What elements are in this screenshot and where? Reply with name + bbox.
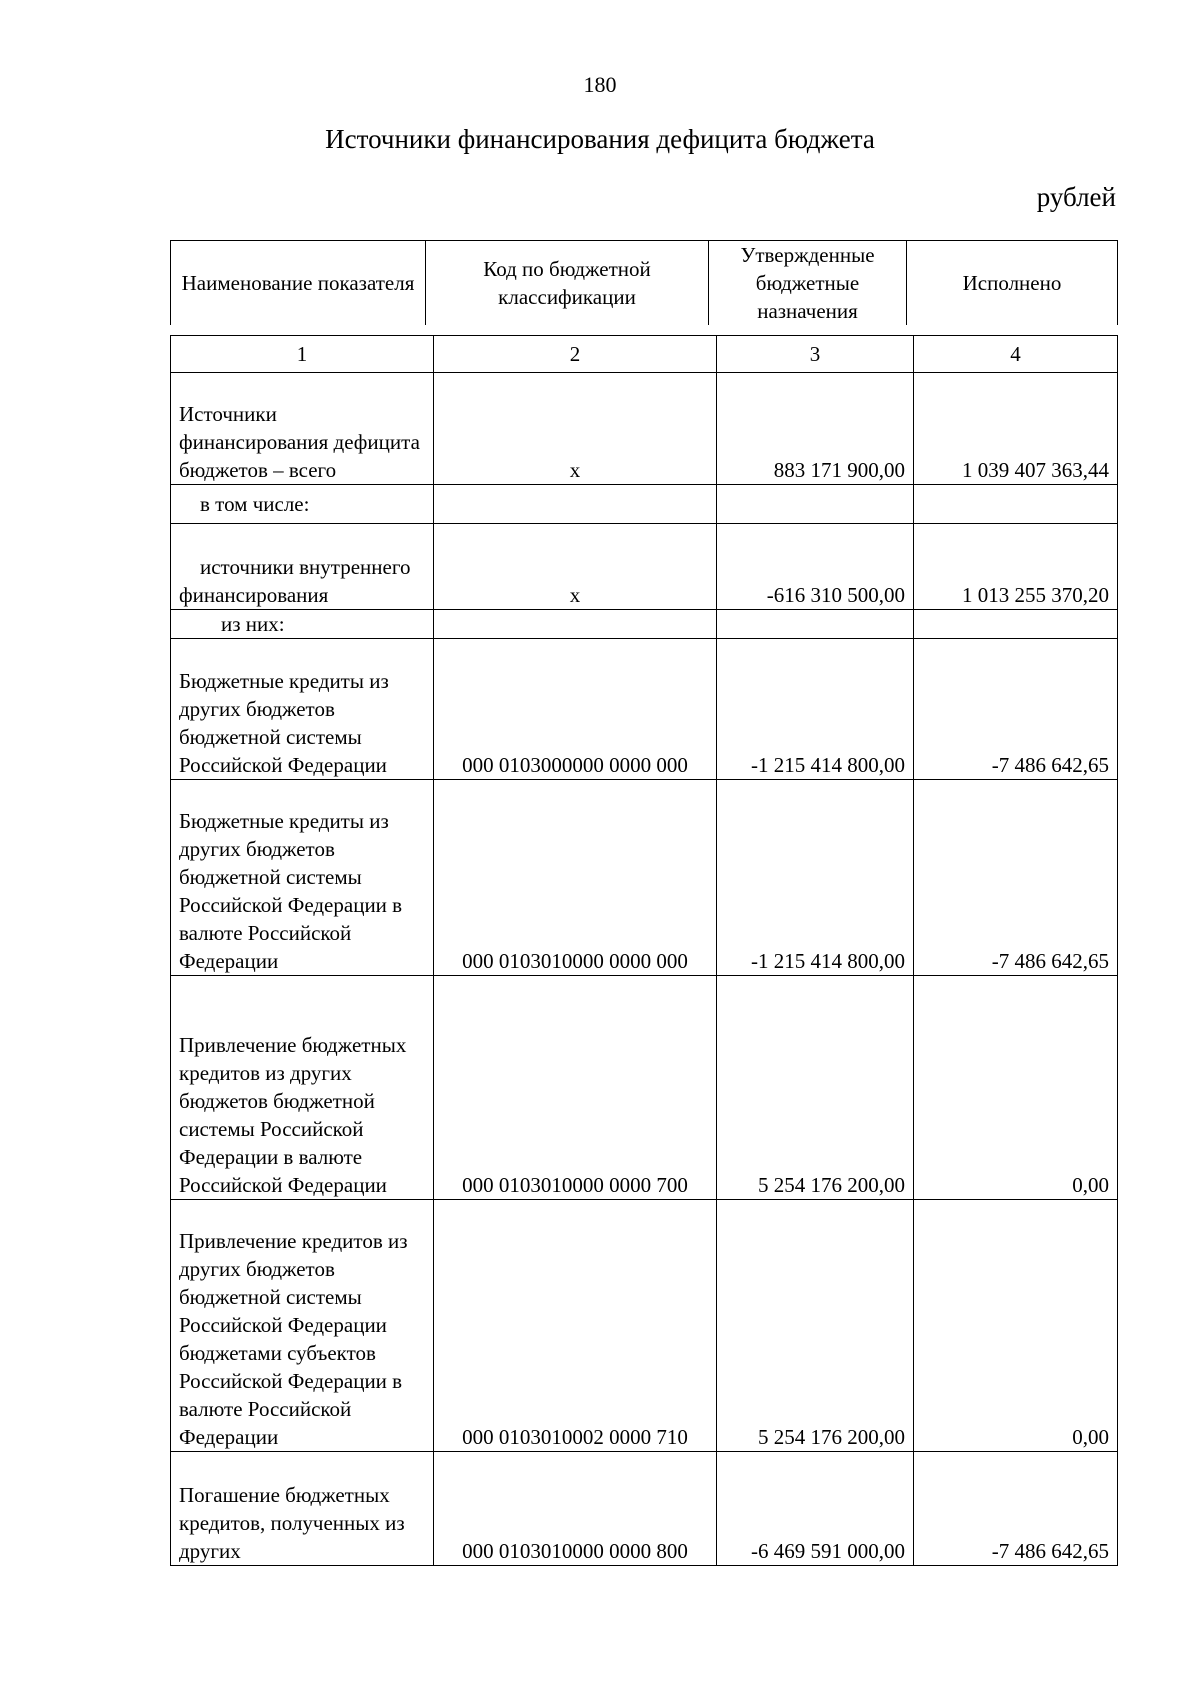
column-number: 1 <box>171 336 434 373</box>
row-name: из них: <box>171 610 434 639</box>
table-row <box>171 610 1118 639</box>
table-row <box>171 1452 1118 1566</box>
table-row <box>171 976 1118 1200</box>
row-executed <box>914 610 1118 639</box>
table-row <box>171 373 1118 485</box>
row-code <box>434 610 717 639</box>
document-title: Источники финансирования дефицита бюджета <box>325 124 875 154</box>
table-row <box>171 780 1118 976</box>
table-row <box>171 524 1118 610</box>
row-approved: 883 171 900,00 <box>717 373 914 485</box>
row-code: x <box>434 373 717 485</box>
row-approved <box>717 485 914 524</box>
row-executed: -7 486 642,65 <box>914 639 1118 780</box>
row-approved: 5 254 176 200,00 <box>717 976 914 1200</box>
row-executed: 1 013 255 370,20 <box>914 524 1118 610</box>
row-executed: -7 486 642,65 <box>914 780 1118 976</box>
row-code: 000 0103000000 0000 000 <box>434 639 717 780</box>
row-executed <box>914 485 1118 524</box>
row-name: в том числе: <box>171 485 434 524</box>
units-label: рублей <box>1036 182 1116 212</box>
row-name: источники внутреннего финансирования <box>171 524 434 610</box>
row-approved <box>717 610 914 639</box>
column-number: 4 <box>914 336 1118 373</box>
row-name: Источники финансирования дефицита бюджетов – всего <box>171 373 434 485</box>
row-name: Привлечение бюджетных кредитов из других бюджетов бюджетной системы Российской Федерации в валюте Российской Федерации <box>171 976 434 1200</box>
row-executed: 1 039 407 363,44 <box>914 373 1118 485</box>
row-executed: -7 486 642,65 <box>914 1452 1118 1566</box>
row-approved: -616 310 500,00 <box>717 524 914 610</box>
table-row <box>171 639 1118 780</box>
row-approved: -1 215 414 800,00 <box>717 639 914 780</box>
table-row <box>171 1200 1118 1452</box>
row-code: 000 0103010000 0000 000 <box>434 780 717 976</box>
row-executed: 0,00 <box>914 1200 1118 1452</box>
data-table <box>170 335 1118 1566</box>
row-code: 000 0103010002 0000 710 <box>434 1200 717 1452</box>
row-executed: 0,00 <box>914 976 1118 1200</box>
header-name: Наименование показателя <box>171 241 426 326</box>
row-name: Погашение бюджетных кредитов, полученных из других <box>171 1452 434 1566</box>
column-number: 3 <box>717 336 914 373</box>
row-name: Привлечение кредитов из других бюджетов бюджетной системы Российской Федерации бюджетами субъектов Российской Федерации в валюте Российской Федерации <box>171 1200 434 1452</box>
header-approved: Утвержденные бюджетные назначения <box>709 241 907 326</box>
row-code: 000 0103010000 0000 800 <box>434 1452 717 1566</box>
column-number-row <box>171 336 1118 373</box>
row-code: 000 0103010000 0000 700 <box>434 976 717 1200</box>
page-number: 180 <box>583 72 617 97</box>
table-header <box>170 240 1118 325</box>
row-name: Бюджетные кредиты из других бюджетов бюджетной системы Российской Федерации <box>171 639 434 780</box>
row-approved: -1 215 414 800,00 <box>717 780 914 976</box>
header-code: Код по бюджетной классификации <box>426 241 709 326</box>
table-row <box>171 485 1118 524</box>
row-approved: -6 469 591 000,00 <box>717 1452 914 1566</box>
row-name: Бюджетные кредиты из других бюджетов бюджетной системы Российской Федерации в валюте Российской Федерации <box>171 780 434 976</box>
column-number: 2 <box>434 336 717 373</box>
row-approved: 5 254 176 200,00 <box>717 1200 914 1452</box>
row-code: x <box>434 524 717 610</box>
header-executed: Исполнено <box>907 241 1118 326</box>
row-code <box>434 485 717 524</box>
